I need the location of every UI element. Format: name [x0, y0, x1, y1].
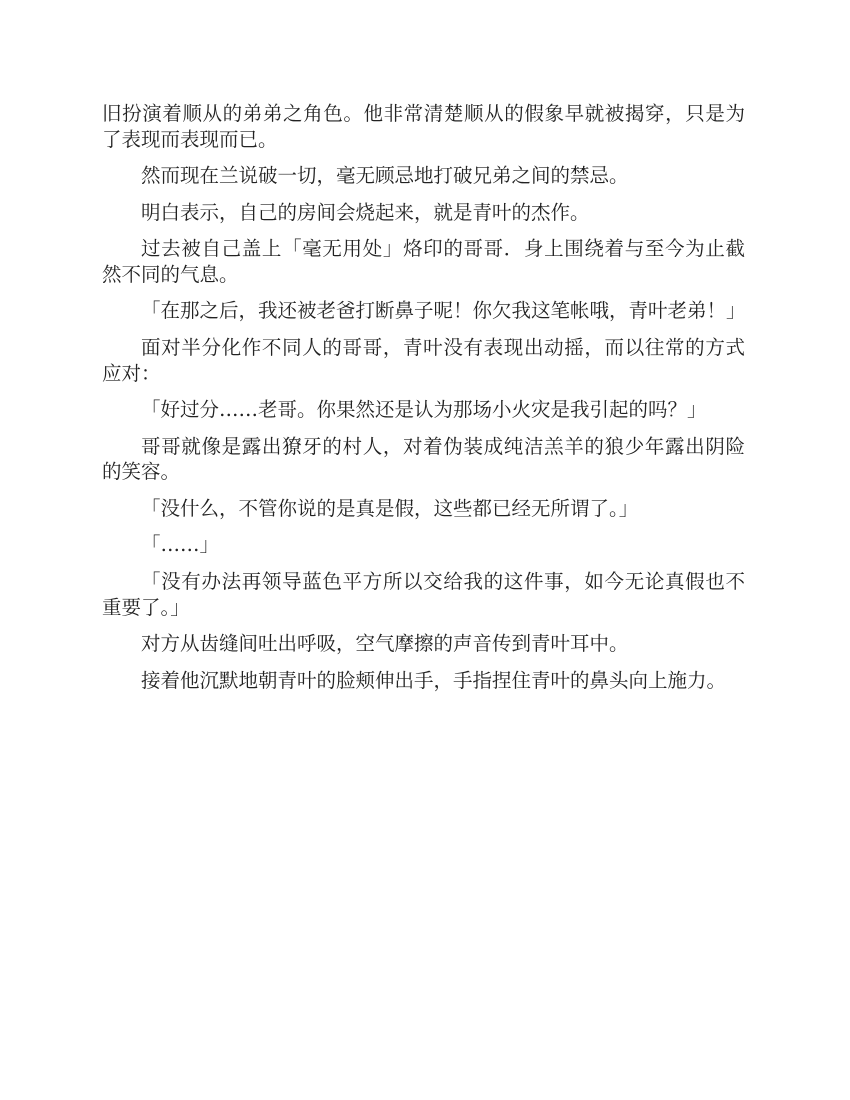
paragraph: 「没什么，不管你说的是真是假，这些都已经无所谓了。」 — [141, 496, 639, 520]
paragraph: 然而现在兰说破一切，毫无顾忌地打破兄弟之间的禁忌。 — [141, 164, 629, 188]
paragraph: 「在那之后，我还被老爸打断鼻子呢！你欠我这笔帐哦，青叶老弟！」 — [141, 299, 746, 323]
paragraph: 「没有办法再领导蓝色平方所以交给我的这件事，如今无论真假也不重要了。」 — [102, 569, 745, 619]
document-page — [102, 101, 745, 704]
paragraph: 对方从齿缝间吐出呼吸，空气摩擦的声音传到青叶耳中。 — [141, 632, 629, 656]
paragraph: 过去被自己盖上「毫无用处」烙印的哥哥．身上围绕着与至今为止截然不同的气息。 — [102, 237, 745, 286]
paragraph: 「……」 — [141, 533, 220, 557]
paragraph: 哥哥就像是露出獠牙的村人，对着伪装成纯洁羔羊的狼少年露出阴险的笑容。 — [102, 434, 745, 484]
paragraph: 旧扮演着顺从的弟弟之角色。他非常清楚顺从的假象早就被揭穿，只是为了表现而表现而已。 — [102, 102, 745, 151]
paragraph: 明白表示，自己的房间会烧起来，就是青叶的杰作。 — [141, 200, 590, 224]
paragraph: 面对半分化作不同人的哥哥，青叶没有表现出动摇，而以往常的方式应对： — [102, 335, 745, 385]
paragraph: 接着他沉默地朝青叶的脸颊伸出手，手指捏住青叶的鼻头向上施力。 — [141, 668, 727, 692]
paragraph: 「好过分……老哥。你果然还是认为那场小火灾是我引起的吗？」 — [141, 398, 707, 422]
